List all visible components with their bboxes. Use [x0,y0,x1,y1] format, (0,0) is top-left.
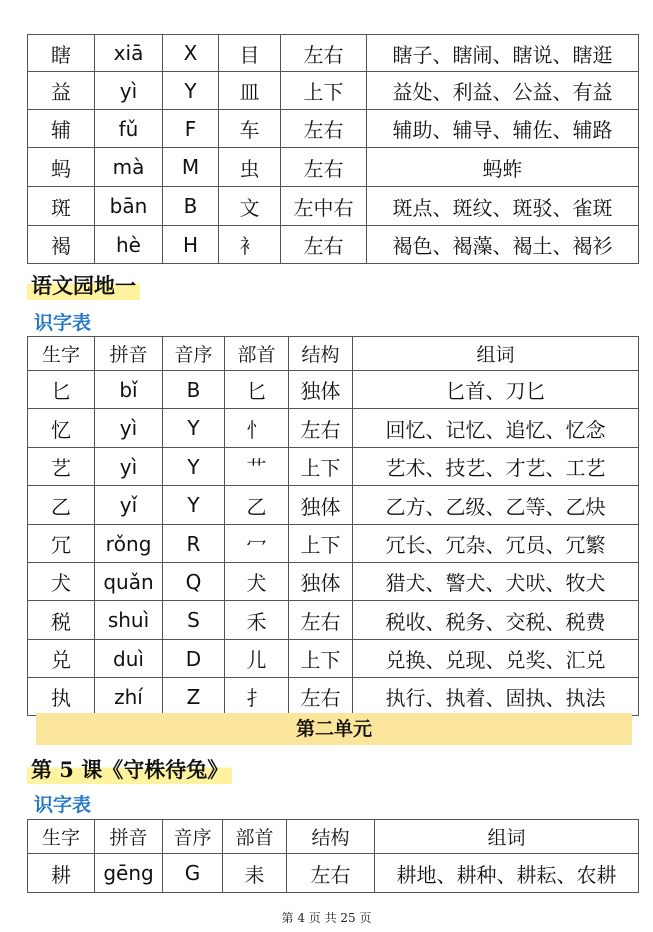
cell-words: 回忆、记忆、追忆、忆念 [353,409,639,448]
page-footer: 第 4 页 共 25 页 [281,911,372,925]
cell-character: 犬 [28,563,95,601]
cell-radical: 忄 [225,409,289,448]
cell-structure: 左右 [289,409,353,448]
cell-radical: 扌 [225,678,289,716]
cell-structure: 上下 [289,448,353,486]
table-row [28,678,639,716]
cell-pinyin: xiā [95,35,163,72]
cell-words: 艺术、技艺、才艺、工艺 [353,448,639,486]
cell-pinyin: duì [95,640,163,678]
table-row [28,563,639,601]
cell-radical: 目 [219,35,281,72]
cell-index-letter: R [163,525,225,563]
cell-radical: 冖 [225,525,289,563]
column-header: 部首 [223,820,287,854]
cell-words: 兑换、兑现、兑奖、汇兑 [353,640,639,678]
cell-character: 执 [28,678,95,716]
cell-words: 冗长、冗杂、冗员、冗繁 [353,525,639,563]
cell-radical: 儿 [225,640,289,678]
table-row [28,371,639,409]
table-row [28,448,639,486]
table-row [28,525,639,563]
table-row [28,110,639,148]
cell-index-letter: G [163,854,223,893]
table-row [28,72,639,110]
cell-structure: 左右 [289,601,353,640]
cell-structure: 左右 [287,854,375,893]
cell-character: 忆 [28,409,95,448]
cell-words: 瞎子、瞎闹、瞎说、瞎逛 [367,35,639,72]
cell-index-letter: S [163,601,225,640]
cell-character: 匕 [28,371,95,409]
cell-radical: 匕 [225,371,289,409]
cell-structure: 独体 [289,371,353,409]
cell-words: 辅助、辅导、辅佐、辅路 [367,110,639,148]
cell-pinyin: bān [95,187,163,226]
section-title-yuwen-yuandi: 语文园地一 [27,270,140,300]
cell-structure: 左右 [281,35,367,72]
cell-structure: 左右 [281,110,367,148]
cell-radical: 耒 [223,854,287,893]
cell-index-letter: X [163,35,219,72]
column-header: 组词 [375,820,639,854]
column-header: 组词 [353,337,639,371]
cell-index-letter: H [163,226,219,264]
cell-character: 兑 [28,640,95,678]
cell-radical: 文 [219,187,281,226]
cell-structure: 上下 [289,525,353,563]
column-header: 生字 [28,820,95,854]
column-header: 部首 [225,337,289,371]
table-row [28,486,639,525]
cell-words: 税收、税务、交税、税费 [353,601,639,640]
cell-pinyin: rǒng [95,525,163,563]
cell-words: 蚂蚱 [367,148,639,187]
cell-index-letter: D [163,640,225,678]
cell-words: 耕地、耕种、耕耘、农耕 [375,854,639,893]
cell-character: 斑 [28,187,95,226]
cell-pinyin: yì [95,72,163,110]
table-row [28,601,639,640]
cell-index-letter: Y [163,72,219,110]
cell-radical: 犬 [225,563,289,601]
cell-character: 耕 [28,854,95,893]
table-row [28,35,639,72]
table-row [28,226,639,264]
cell-structure: 独体 [289,486,353,525]
cell-character: 冗 [28,525,95,563]
cell-structure: 上下 [289,640,353,678]
cell-pinyin: yì [95,409,163,448]
cell-character: 税 [28,601,95,640]
cell-character: 辅 [28,110,95,148]
cell-pinyin: shuì [95,601,163,640]
cell-structure: 左中右 [281,187,367,226]
cell-structure: 独体 [289,563,353,601]
table-row [28,640,639,678]
cell-index-letter: Y [163,486,225,525]
cell-character: 瞎 [28,35,95,72]
cell-pinyin: fǔ [95,110,163,148]
cell-words: 猎犬、警犬、犬吠、牧犬 [353,563,639,601]
cell-radical: 衤 [219,226,281,264]
cell-pinyin: yì [95,448,163,486]
cell-pinyin: yǐ [95,486,163,525]
cell-radical: 皿 [219,72,281,110]
cell-character: 褐 [28,226,95,264]
cell-radical: 车 [219,110,281,148]
table-word-list-2 [27,336,639,716]
cell-pinyin: bǐ [95,371,163,409]
column-header: 结构 [287,820,375,854]
cell-character: 乙 [28,486,95,525]
table-row [28,187,639,226]
column-header: 音序 [163,820,223,854]
cell-structure: 左右 [281,148,367,187]
cell-character: 益 [28,72,95,110]
column-header: 拼音 [95,820,163,854]
cell-index-letter: B [163,187,219,226]
cell-words: 匕首、刀匕 [353,371,639,409]
table-header-row [28,337,639,371]
cell-words: 褐色、褐藻、褐土、褐衫 [367,226,639,264]
section-subtitle-shizibiao-2: 识字表 [34,794,92,816]
cell-index-letter: Q [163,563,225,601]
cell-radical: 禾 [225,601,289,640]
cell-structure: 左右 [281,226,367,264]
cell-pinyin: hè [95,226,163,264]
lesson-title: 第 5 课《守株待兔》 [27,754,232,784]
cell-index-letter: Y [163,409,225,448]
table-word-list-1 [27,34,639,264]
unit-title-bar: 第二单元 [36,713,632,745]
column-header: 音序 [163,337,225,371]
cell-pinyin: zhí [95,678,163,716]
cell-index-letter: F [163,110,219,148]
cell-pinyin: gēng [95,854,163,893]
table-word-list-3 [27,819,639,893]
column-header: 结构 [289,337,353,371]
cell-words: 乙方、乙级、乙等、乙炔 [353,486,639,525]
table-row [28,854,639,893]
cell-structure: 左右 [289,678,353,716]
cell-structure: 上下 [281,72,367,110]
cell-radical: 乙 [225,486,289,525]
cell-index-letter: Y [163,448,225,486]
cell-words: 益处、利益、公益、有益 [367,72,639,110]
cell-index-letter: B [163,371,225,409]
cell-character: 蚂 [28,148,95,187]
cell-index-letter: Z [163,678,225,716]
cell-character: 艺 [28,448,95,486]
cell-radical: 艹 [225,448,289,486]
table-header-row [28,820,639,854]
table-row [28,409,639,448]
section-subtitle-shizibiao-1: 识字表 [34,312,92,334]
column-header: 生字 [28,337,95,371]
column-header: 拼音 [95,337,163,371]
cell-index-letter: M [163,148,219,187]
cell-words: 斑点、斑纹、斑驳、雀斑 [367,187,639,226]
table-row [28,148,639,187]
cell-words: 执行、执着、固执、执法 [353,678,639,716]
cell-pinyin: quǎn [95,563,163,601]
cell-pinyin: mà [95,148,163,187]
cell-radical: 虫 [219,148,281,187]
